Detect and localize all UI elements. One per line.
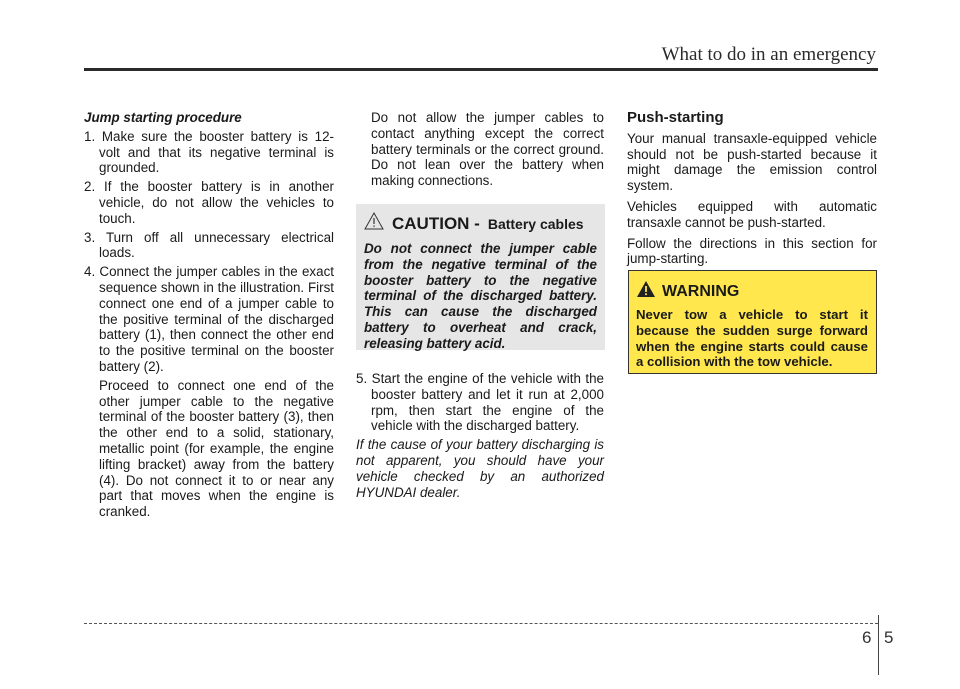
- column-cables: [356, 110, 604, 194]
- page-number: 5: [884, 628, 894, 647]
- push-paragraph-3: Follow the directions in this section for jump-starting.: [627, 235, 877, 267]
- step-5: 5. Start the engine of the vehicle with the booster battery and let it run at 2,000 rpm, then start the engine of the vehicle with the discharged battery.: [356, 371, 604, 434]
- footer-rule: [84, 623, 878, 624]
- caution-title: CAUTION -: [392, 213, 480, 233]
- warning-box: [628, 270, 877, 374]
- dealer-note: If the cause of your battery discharging is not apparent, you should have your vehicle checked by an authorized HYUNDAI dealer.: [356, 437, 604, 500]
- step-3: 3. Turn off all unnecessary electrical loads.: [84, 229, 334, 261]
- warning-title: WARNING: [662, 282, 740, 300]
- caution-triangle-icon: [364, 212, 384, 235]
- chapter-number: 6: [862, 628, 872, 647]
- caution-subtitle: Battery cables: [487, 215, 584, 232]
- step-2: 2. If the booster battery is in another vehicle, do not allow the vehicles to touch.: [84, 179, 334, 226]
- step-4: 4. Connect the jumper cables in the exact sequence shown in the illustration. First connect one end of a jumper cable to the positive terminal of the discharged battery (1), then connect the other end to the positive terminal on the booster battery (2).: [84, 264, 334, 374]
- caution-body: Do not connect the jumper cable from the negative terminal of the booster battery to the negative terminal of the discharged battery. This can cause the discharged battery to overheat and crack, releasing battery acid.: [364, 241, 597, 351]
- intro-paragraph: Do not allow the jumper cables to contact anything except the correct battery terminals or the correct ground. Do not lean over the battery when making connections.: [371, 110, 604, 189]
- proceed-paragraph: Proceed to connect one end of the other jumper cable to the negative terminal of the booster battery (3), then the other end to a solid, stationary, metallic point (for example, the engine lifting bracket) away from the battery (4). Do not connect it to or near any part that moves when the engine is cranked.: [99, 377, 334, 520]
- subheading-jump-starting: Jump starting procedure: [84, 110, 242, 125]
- column-jump-starting: [84, 110, 334, 525]
- heading-push-starting: Push-starting: [627, 109, 724, 126]
- caution-box: [356, 204, 605, 350]
- column-cables-lower: [356, 371, 604, 505]
- footer-separator: [878, 615, 879, 675]
- step-1: 1. Make sure the booster battery is 12-volt and that its negative terminal is grounded.: [84, 128, 334, 176]
- column-push-starting: [627, 110, 877, 272]
- warning-body: Never tow a vehicle to start it because the sudden surge forward when the engine starts could cause a collision with the tow vehicle.: [636, 307, 868, 370]
- warning-triangle-icon: [636, 280, 656, 303]
- header-rule: [84, 68, 878, 71]
- push-paragraph-2: Vehicles equipped with automatic transaxle cannot be push-started.: [627, 198, 877, 230]
- section-header-title: What to do in an emergency: [661, 44, 876, 65]
- push-paragraph-1: Your manual transaxle-equipped vehicle should not be push-started because it might damage the emission control system.: [627, 130, 877, 194]
